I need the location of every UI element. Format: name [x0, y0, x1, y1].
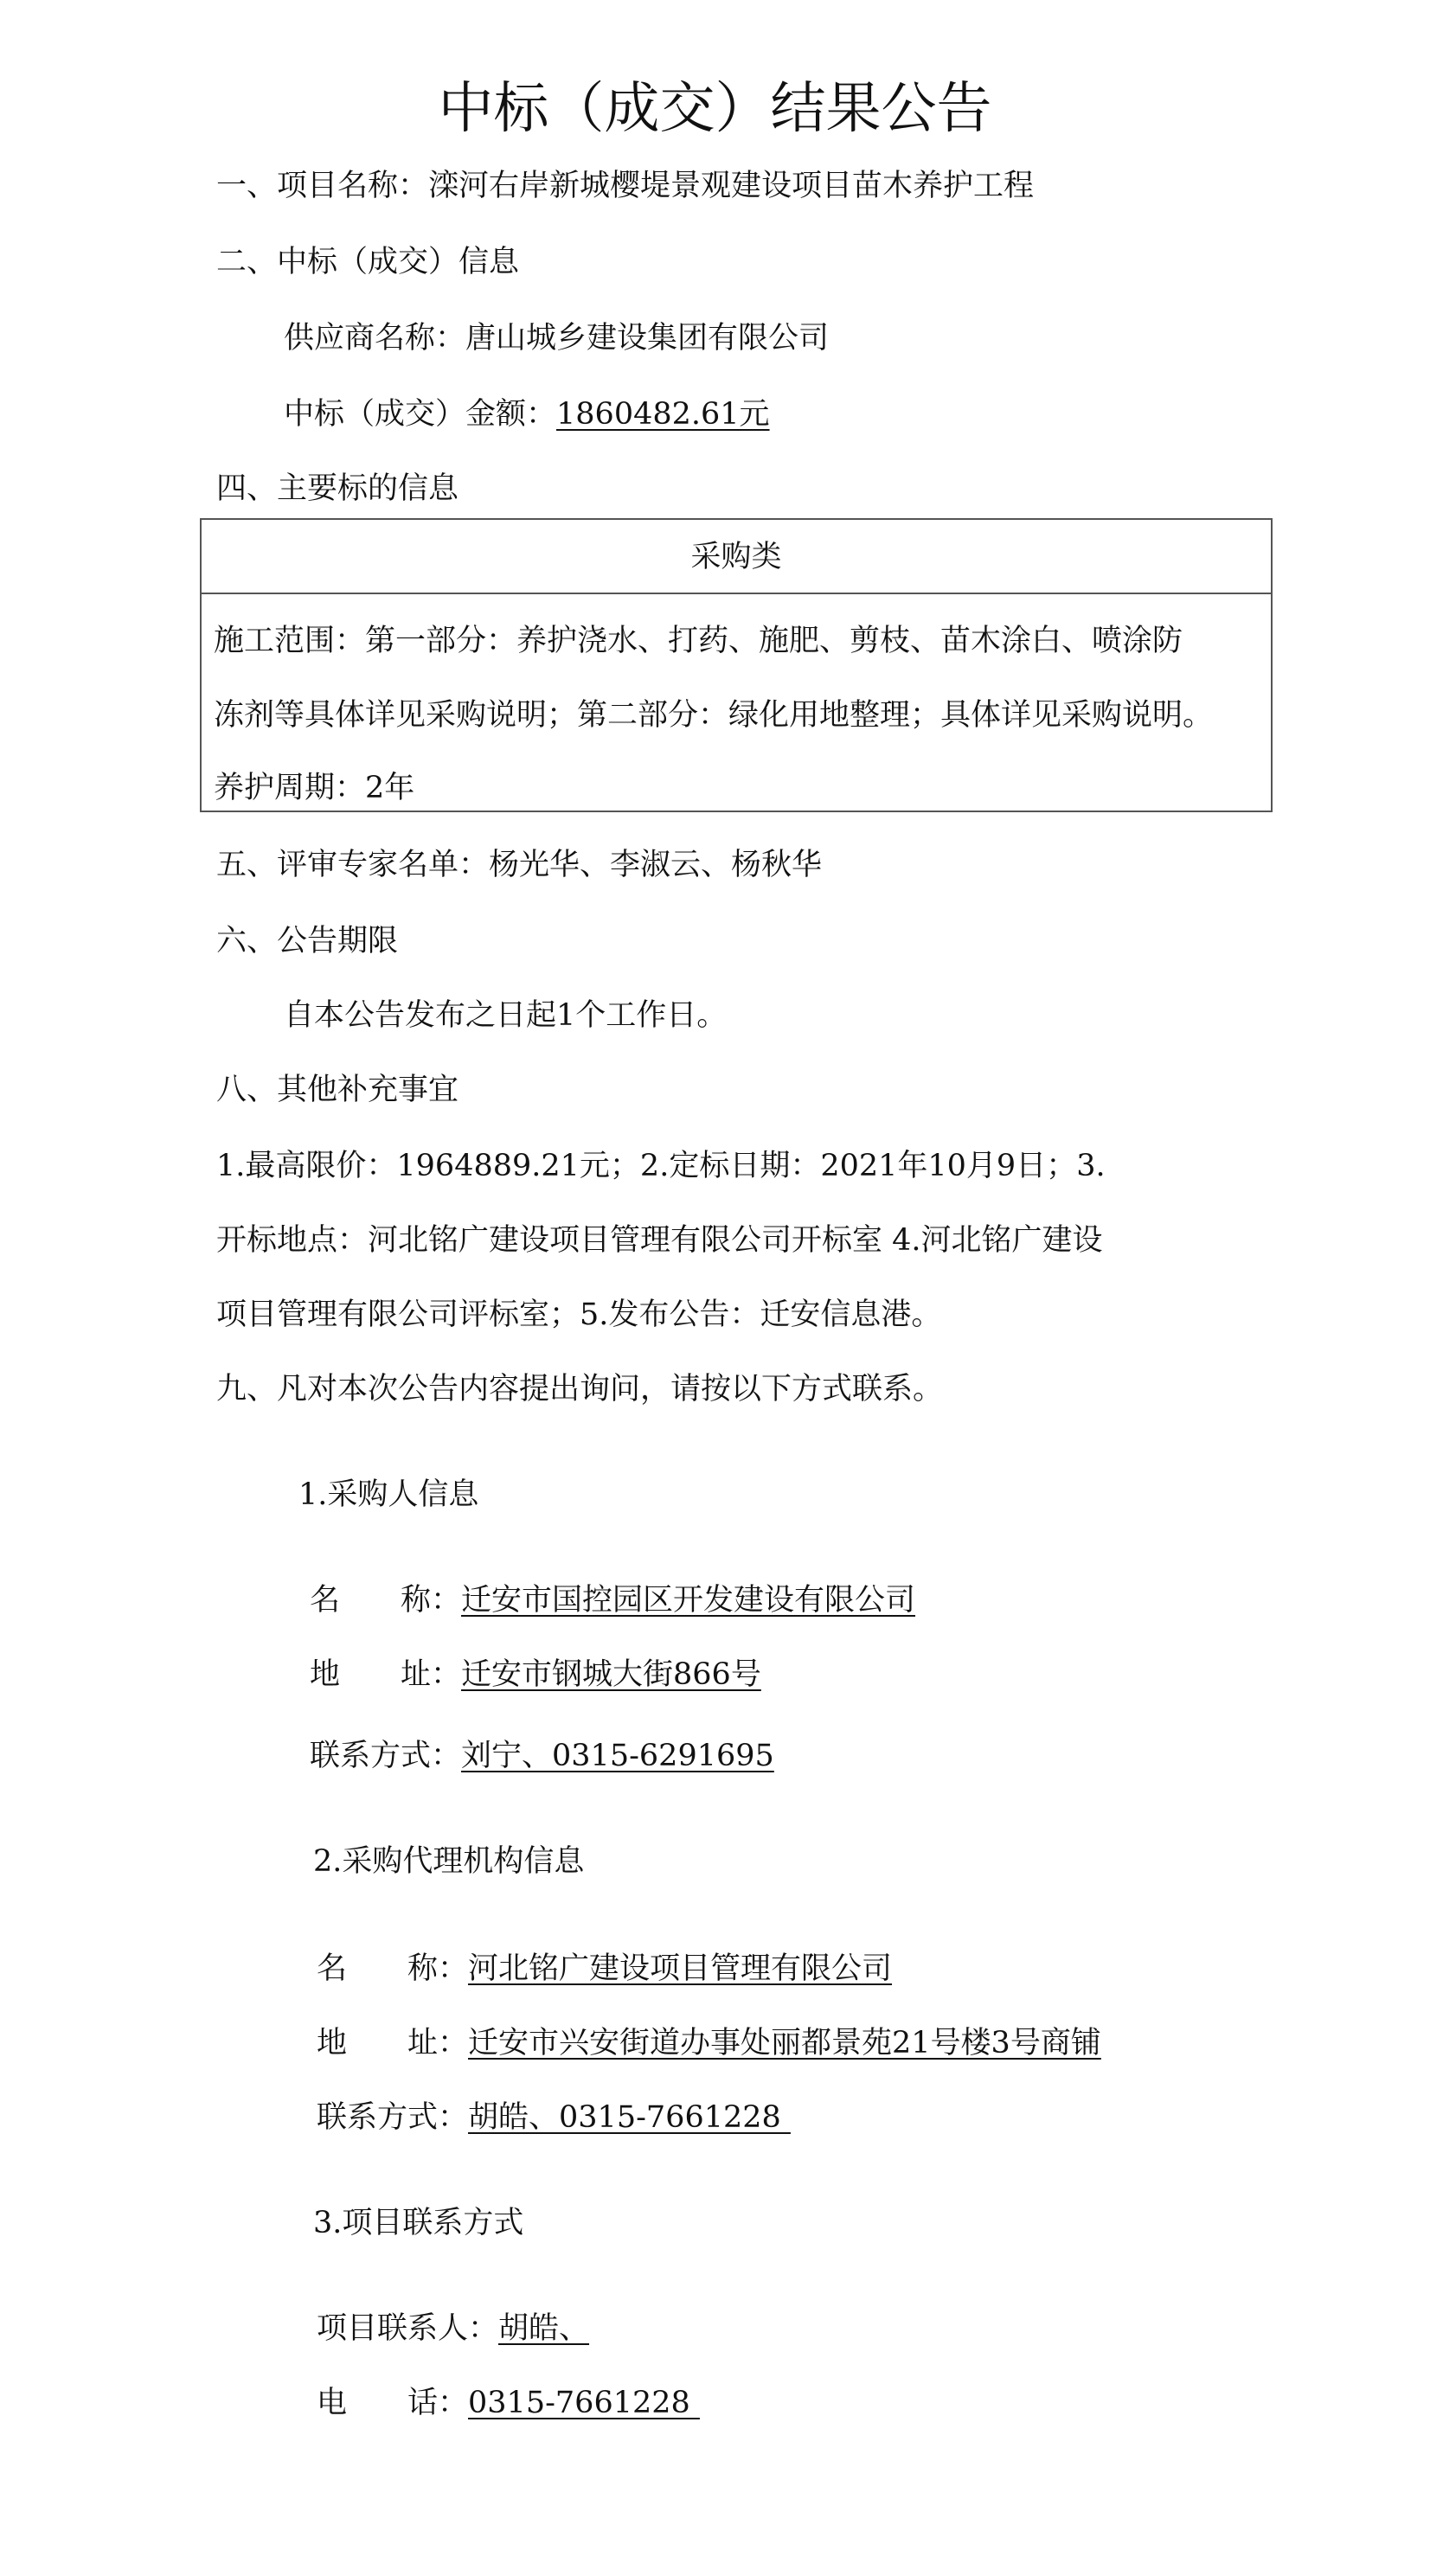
project-contact-heading: 3.项目联系方式 — [313, 2206, 524, 2240]
scope-line-1: 施工范围：第一部分：养护浇水、打药、施肥、剪枝、苗木涂白、喷涂防 — [214, 624, 1183, 658]
amount-value: 1860482.61元 — [556, 397, 770, 432]
purchaser-contact-row — [310, 1737, 774, 1775]
project-contact-person-value: 胡皓、 — [498, 2311, 590, 2346]
agency-name-label: 名 称： — [317, 1951, 469, 1986]
supplier-value: 唐山城乡建设集团有限公司 — [465, 321, 830, 356]
award-info-heading: 二、中标（成交）信息 — [216, 245, 520, 279]
supplementary-line-2: 开标地点：河北铭广建设项目管理有限公司开标室 4.河北铭广建设 — [216, 1223, 1103, 1258]
project-contact-person-label: 项目联系人： — [317, 2311, 499, 2346]
table-header-cell — [202, 520, 1271, 594]
agency-address-row — [317, 2024, 1101, 2062]
purchaser-address-row — [310, 1656, 761, 1694]
project-contact-phone-row — [317, 2384, 700, 2422]
table-header: 采购类 — [690, 540, 782, 574]
subject-info-table — [200, 518, 1273, 812]
contact-heading: 九、凡对本次公告内容提出询问，请按以下方式联系。 — [216, 1372, 944, 1407]
experts-list: 五、评审专家名单：杨光华、李淑云、杨秋华 — [216, 848, 823, 882]
agency-address-value: 迁安市兴安街道办事处丽都景苑21号楼3号商铺 — [468, 2026, 1101, 2060]
amount-label: 中标（成交）金额： — [284, 397, 557, 432]
supplier-row — [284, 319, 829, 357]
project-contact-phone-value: 0315-7661228 — [468, 2386, 700, 2420]
project-contact-phone-label: 电 话： — [317, 2386, 469, 2420]
purchaser-heading: 1.采购人信息 — [298, 1477, 479, 1512]
purchaser-address-label: 地 址： — [310, 1657, 462, 1692]
purchaser-name-value: 迁安市国控园区开发建设有限公司 — [461, 1583, 916, 1618]
agency-name-value: 河北铭广建设项目管理有限公司 — [468, 1951, 893, 1986]
supplier-label: 供应商名称： — [284, 321, 466, 356]
project-name-label: 一、项目名称： — [216, 169, 429, 203]
scope-line-2: 冻剂等具体详见采购说明；第二部分：绿化用地整理；具体详见采购说明。 — [214, 698, 1214, 733]
notice-period-text: 自本公告发布之日起1个工作日。 — [284, 998, 728, 1033]
subject-info-heading: 四、主要标的信息 — [216, 471, 459, 506]
supplementary-heading: 八、其他补充事宜 — [216, 1073, 459, 1107]
purchaser-contact-label: 联系方式： — [310, 1739, 462, 1773]
purchaser-name-row — [310, 1581, 915, 1619]
agency-contact-label: 联系方式： — [317, 2100, 469, 2135]
agency-contact-value: 胡皓、0315-7661228 — [468, 2100, 791, 2135]
amount-row — [284, 395, 770, 433]
agency-name-row — [317, 1950, 892, 1988]
purchaser-name-label: 名 称： — [310, 1583, 462, 1618]
agency-heading: 2.采购代理机构信息 — [313, 1844, 585, 1879]
maintenance-period: 养护周期：2年 — [214, 771, 415, 805]
page-title: 中标（成交）结果公告 — [438, 77, 992, 141]
agency-contact-row — [317, 2099, 791, 2137]
project-name-value: 滦河右岸新城樱堤景观建设项目苗木养护工程 — [428, 169, 1035, 203]
purchaser-contact-value: 刘宁、0315-6291695 — [461, 1739, 774, 1773]
supplementary-line-3: 项目管理有限公司评标室；5.发布公告：迁安信息港。 — [216, 1298, 942, 1332]
notice-period-heading: 六、公告期限 — [216, 924, 399, 958]
project-contact-person-row — [317, 2310, 589, 2348]
project-name-row — [216, 167, 1034, 205]
purchaser-address-value: 迁安市钢城大街866号 — [461, 1657, 761, 1692]
agency-address-label: 地 址： — [317, 2026, 469, 2060]
supplementary-line-1: 1.最高限价：1964889.21元；2.定标日期：2021年10月9日；3. — [216, 1149, 1106, 1183]
